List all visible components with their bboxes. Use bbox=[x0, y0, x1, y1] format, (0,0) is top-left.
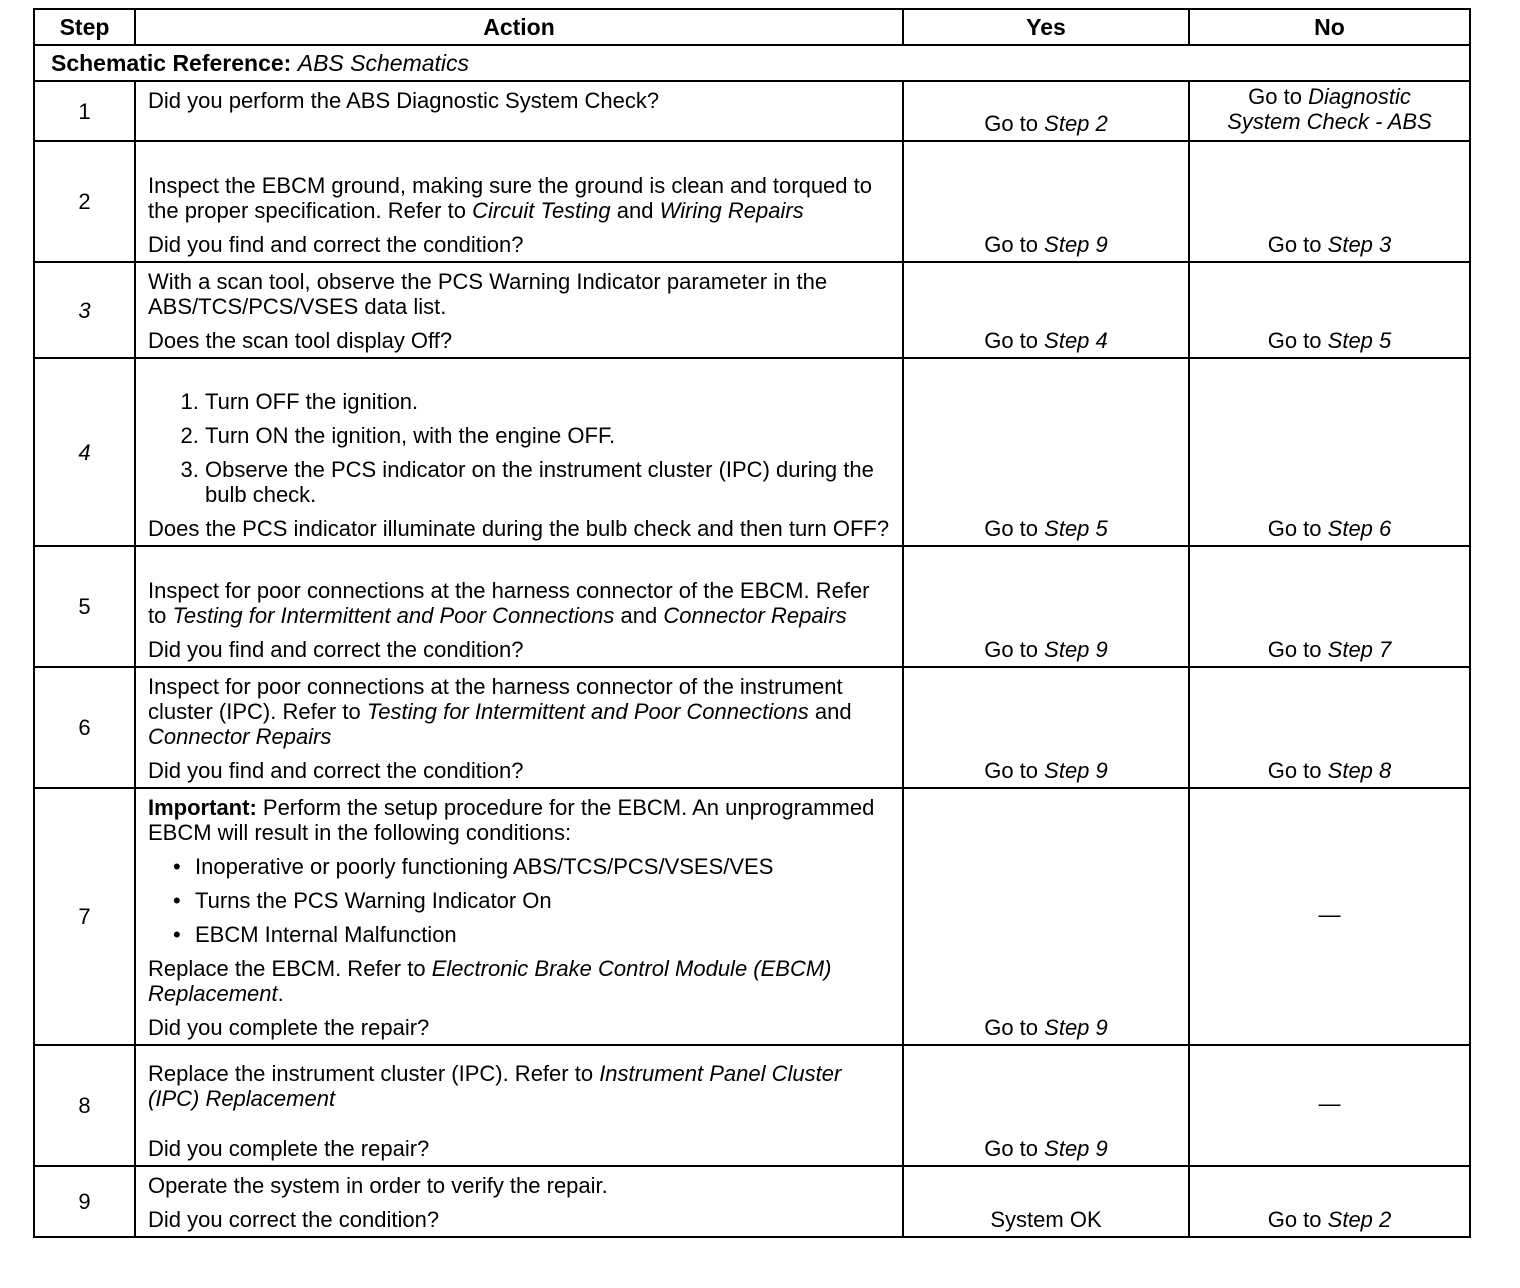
action-cell bbox=[135, 546, 903, 667]
no-cell: Go to Step 6 bbox=[1189, 358, 1470, 546]
no-cell: Go to Step 5 bbox=[1189, 262, 1470, 358]
instruction-text: Inspect for poor connections at the harness connector of the instrument cluster (IPC). Refer to Testing for Intermittent and Poor Connections and Connector Repairs bbox=[148, 674, 852, 749]
table-row bbox=[34, 546, 1470, 667]
instruction-text: Replace the EBCM. Refer to Electronic Brake Control Module (EBCM) Replacement. bbox=[148, 956, 832, 1006]
table-row bbox=[34, 667, 1470, 788]
schematic-reference-row bbox=[34, 45, 1470, 81]
table-row bbox=[34, 788, 1470, 1045]
reference-link[interactable]: Connector Repairs bbox=[663, 603, 847, 628]
schematic-reference bbox=[34, 45, 1470, 81]
table-row bbox=[34, 81, 1470, 141]
yes-cell: Go to Step 4 bbox=[903, 262, 1189, 358]
reference-link[interactable]: Circuit Testing bbox=[472, 198, 611, 223]
question-text: Did you complete the repair? bbox=[148, 1015, 430, 1040]
question-text: Does the scan tool display Off? bbox=[148, 328, 453, 353]
action-cell bbox=[135, 81, 903, 141]
action-cell bbox=[135, 1045, 903, 1166]
instruction-text: Inspect for poor connections at the harness connector of the EBCM. Refer to Testing for Intermittent and Poor Connections and Connector Repairs bbox=[148, 578, 870, 628]
list-item: 3. Observe the PCS indicator on the instrument cluster (IPC) during the bulb check. bbox=[205, 457, 892, 507]
important-note: Important: Perform the setup procedure for the EBCM. An unprogrammed EBCM will result in the following conditions: bbox=[148, 795, 875, 845]
instruction-text: With a scan tool, observe the PCS Warning Indicator parameter in the ABS/TCS/PCS/VSES data list. bbox=[148, 269, 828, 319]
step-link[interactable]: Step 9 bbox=[1044, 1136, 1108, 1161]
yes-cell: System OK bbox=[903, 1166, 1189, 1237]
instruction-text: Replace the instrument cluster (IPC). Refer to Instrument Panel Cluster (IPC) Replacement bbox=[148, 1061, 842, 1111]
question-text: Did you complete the repair? bbox=[148, 1136, 430, 1161]
no-cell: Go to Step 3 bbox=[1189, 141, 1470, 262]
no-cell: Go to Step 7 bbox=[1189, 546, 1470, 667]
header-no: No bbox=[1189, 9, 1470, 45]
step-link[interactable]: Step 7 bbox=[1327, 637, 1392, 662]
question-text: Did you find and correct the condition? bbox=[148, 232, 524, 257]
list-item: • Turns the PCS Warning Indicator On bbox=[195, 888, 892, 913]
action-cell bbox=[135, 1166, 903, 1237]
reference-link[interactable]: Electronic Brake Control Module (EBCM) Replacement bbox=[148, 956, 832, 1006]
step-link[interactable]: Step 5 bbox=[1044, 516, 1108, 541]
reference-link[interactable]: ABS Schematics bbox=[297, 49, 470, 76]
step-number: 2 bbox=[34, 141, 135, 262]
step-number: 6 bbox=[34, 667, 135, 788]
header-action: Action bbox=[135, 9, 903, 45]
reference-label: Schematic Reference: bbox=[51, 49, 292, 76]
list-item: 1. Turn OFF the ignition. bbox=[205, 389, 892, 414]
yes-cell: Go to Step 5 bbox=[903, 358, 1189, 546]
no-cell: Go to Step 2 bbox=[1189, 1166, 1470, 1237]
action-cell bbox=[135, 788, 903, 1045]
reference-link[interactable]: Testing for Intermittent and Poor Connections bbox=[366, 699, 809, 724]
conditions-list bbox=[148, 854, 892, 947]
question-text: Does the PCS indicator illuminate during the bulb check and then turn OFF? bbox=[148, 516, 890, 541]
step-number: 1 bbox=[34, 81, 135, 141]
table-row bbox=[34, 1045, 1470, 1166]
yes-cell: Go to Step 9 bbox=[903, 1045, 1189, 1166]
table-row bbox=[34, 1166, 1470, 1237]
table-row bbox=[34, 262, 1470, 358]
step-link[interactable]: Step 9 bbox=[1044, 232, 1108, 257]
instruction-text: Operate the system in order to verify the repair. bbox=[148, 1173, 608, 1198]
action-cell bbox=[135, 358, 903, 546]
list-item: • Inoperative or poorly functioning ABS/TCS/PCS/VSES/VES bbox=[195, 854, 892, 879]
table-row bbox=[34, 141, 1470, 262]
diagnostic-table bbox=[33, 8, 1471, 1238]
step-number: 9 bbox=[34, 1166, 135, 1237]
yes-cell: Go to Step 2 bbox=[903, 81, 1189, 141]
step-link[interactable]: Step 8 bbox=[1327, 758, 1392, 783]
instruction-text: Inspect the EBCM ground, making sure the ground is clean and torqued to the proper specification. Refer to Circuit Testing and Wiring Repairs bbox=[148, 173, 872, 223]
header-step: Step bbox=[34, 9, 135, 45]
step-link[interactable]: Step 9 bbox=[1044, 1015, 1108, 1040]
step-number: 7 bbox=[34, 788, 135, 1045]
diagnostic-link-cont[interactable]: System Check - ABS bbox=[1227, 109, 1432, 134]
step-number: 8 bbox=[34, 1045, 135, 1166]
reference-link[interactable]: Connector Repairs bbox=[148, 724, 332, 749]
question-text: Did you find and correct the condition? bbox=[148, 758, 524, 783]
question-text: Did you find and correct the condition? bbox=[148, 637, 524, 662]
action-cell bbox=[135, 141, 903, 262]
no-cell: Go to Step 8 bbox=[1189, 667, 1470, 788]
step-number: 5 bbox=[34, 546, 135, 667]
reference-link[interactable]: Wiring Repairs bbox=[659, 198, 804, 223]
step-link[interactable]: Step 9 bbox=[1044, 758, 1108, 783]
action-cell bbox=[135, 667, 903, 788]
step-link[interactable]: Step 3 bbox=[1327, 232, 1392, 257]
list-item: • EBCM Internal Malfunction bbox=[195, 922, 892, 947]
yes-cell: Go to Step 9 bbox=[903, 141, 1189, 262]
action-cell bbox=[135, 262, 903, 358]
header-yes: Yes bbox=[903, 9, 1189, 45]
no-cell: — bbox=[1189, 788, 1470, 1045]
diagnostic-link[interactable]: Diagnostic bbox=[1308, 84, 1411, 109]
list-item: 2. Turn ON the ignition, with the engine OFF. bbox=[205, 423, 892, 448]
reference-link[interactable]: Testing for Intermittent and Poor Connections bbox=[172, 603, 615, 628]
step-link[interactable]: Step 2 bbox=[1327, 1207, 1392, 1232]
yes-cell: Go to Step 9 bbox=[903, 788, 1189, 1045]
step-link[interactable]: Step 4 bbox=[1044, 328, 1108, 353]
no-cell: — bbox=[1189, 1045, 1470, 1166]
yes-cell: Go to Step 9 bbox=[903, 546, 1189, 667]
question-text: Did you perform the ABS Diagnostic System Check? bbox=[148, 88, 660, 113]
step-link[interactable]: Step 9 bbox=[1044, 637, 1108, 662]
reference-link[interactable]: Instrument Panel Cluster (IPC) Replacement bbox=[148, 1061, 842, 1111]
step-link[interactable]: Step 2 bbox=[1044, 111, 1108, 136]
step-link[interactable]: Step 6 bbox=[1327, 516, 1392, 541]
table-row bbox=[34, 358, 1470, 546]
step-number: 4 bbox=[34, 358, 135, 546]
step-number: 3 bbox=[34, 262, 135, 358]
question-text: Did you correct the condition? bbox=[148, 1207, 440, 1232]
procedure-list bbox=[148, 389, 892, 507]
important-label: Important: bbox=[148, 795, 257, 820]
yes-cell: Go to Step 9 bbox=[903, 667, 1189, 788]
header-row bbox=[34, 9, 1470, 45]
no-cell: Go to Diagnostic System Check - ABS bbox=[1189, 81, 1470, 141]
step-link[interactable]: Step 5 bbox=[1327, 328, 1392, 353]
